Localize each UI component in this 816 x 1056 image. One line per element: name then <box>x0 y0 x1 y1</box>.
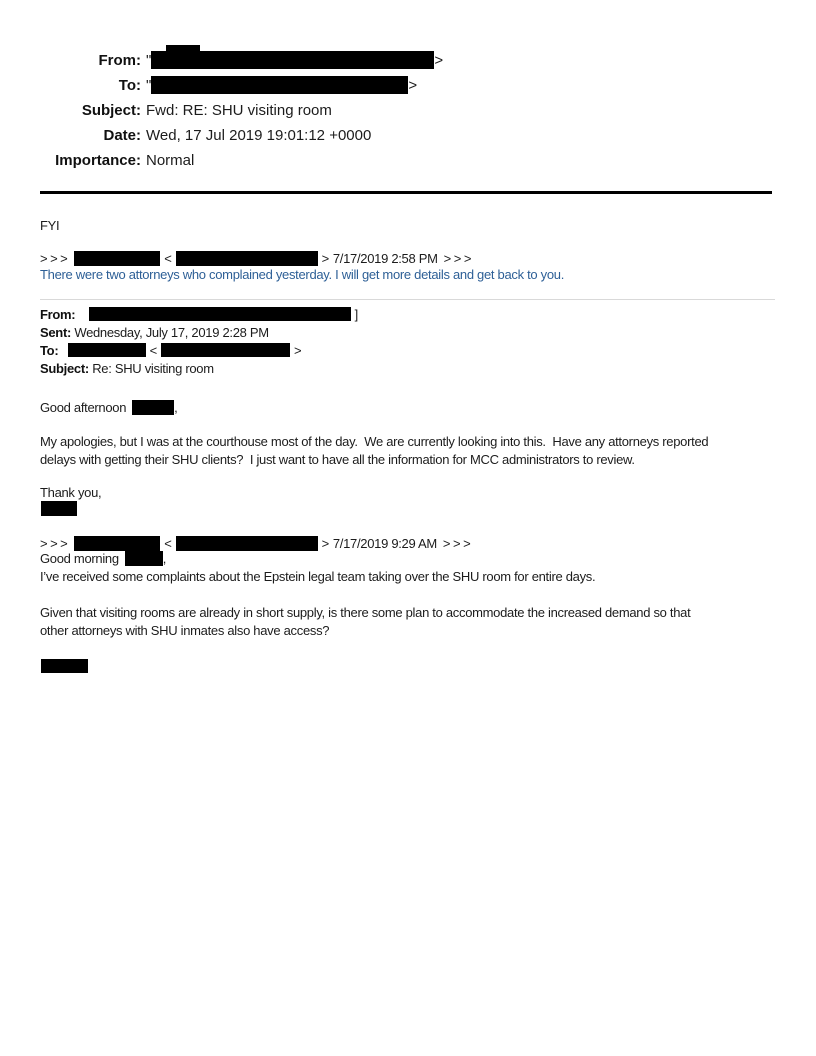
date-label: Date: <box>103 127 141 144</box>
header-row-subject <box>40 98 443 123</box>
fyi-text: FYI <box>40 218 60 233</box>
redaction-bar-notch <box>166 45 200 52</box>
angle-close: > <box>434 52 444 69</box>
sent-value: Wednesday, July 17, 2019 2:28 PM <box>74 325 269 340</box>
importance-label: Importance: <box>55 152 141 169</box>
greeting-line <box>40 399 778 417</box>
redaction-bar <box>161 343 290 357</box>
redaction-bar <box>125 551 163 566</box>
redaction-bar <box>132 400 174 415</box>
reply-text-blue: There were two attorneys who complained yesterday. I will get more details and get back to you. <box>40 267 565 282</box>
header-rule <box>40 191 772 194</box>
greeting-punct: , <box>174 400 178 415</box>
to-label: To: <box>40 343 59 358</box>
angle-close: > <box>321 251 329 266</box>
redaction-bar <box>151 51 434 69</box>
header-row-from <box>40 48 443 73</box>
angle-close: > <box>408 77 418 94</box>
quote-arrows-close: >>> <box>442 536 474 551</box>
bracket-close: ] <box>354 307 358 322</box>
angle-open: < <box>149 343 157 358</box>
redaction-bar <box>89 307 351 321</box>
paragraph-line: My apologies, but I was at the courthouse most of the day. We are currently looking into this. Have any attorneys reported <box>40 434 709 449</box>
quoted-row-subject <box>40 360 358 378</box>
redaction-bar <box>151 76 408 94</box>
quote-timestamp: 7/17/2019 2:58 PM <box>332 251 438 266</box>
paragraph-line: I’ve received some complaints about the Epstein legal team taking over the SHU room for entire days. <box>40 569 596 584</box>
quote-timestamp: 7/17/2019 9:29 AM <box>332 536 437 551</box>
angle-close: > <box>321 536 329 551</box>
redaction-bar <box>176 536 318 551</box>
header-row-date <box>40 123 443 148</box>
subject-label: Subject: <box>81 102 141 119</box>
open-quote: " <box>146 77 152 94</box>
subject-label: Subject: <box>40 361 89 376</box>
open-quote: " <box>146 52 152 69</box>
importance-value: Normal <box>146 152 195 169</box>
from-label: From: <box>98 52 141 69</box>
greeting-punct: , <box>162 551 167 566</box>
quote-arrows-close: >>> <box>443 251 474 266</box>
subject-value: Fwd: RE: SHU visiting room <box>146 102 332 119</box>
quoted-row-sent <box>40 324 358 342</box>
paragraph-line: Given that visiting rooms are already in short supply, is there some plan to accommodate the increased demand so that <box>40 605 691 620</box>
redaction-bar <box>74 536 160 551</box>
subject-value: Re: SHU visiting room <box>92 361 214 376</box>
redaction-bar-signature <box>41 501 77 516</box>
greeting-line <box>40 550 778 568</box>
greeting-text: Good afternoon <box>40 400 127 415</box>
quote-arrows-open: >>> <box>40 536 71 551</box>
greeting-text: Good morning <box>40 551 119 566</box>
date-value: Wed, 17 Jul 2019 19:01:12 +0000 <box>146 127 372 144</box>
quoted-email-divider <box>40 299 775 300</box>
from-value <box>146 48 443 73</box>
angle-close: > <box>293 343 302 358</box>
from-label: From: <box>40 307 76 322</box>
sent-label: Sent: <box>40 325 72 340</box>
to-label: To: <box>118 77 141 94</box>
to-value <box>146 73 417 98</box>
header-row-importance <box>40 148 443 173</box>
redaction-bar <box>176 251 318 266</box>
quote-arrows-open: >>> <box>40 251 71 266</box>
quoted-row-to <box>40 342 358 360</box>
email-header <box>40 48 443 173</box>
quoted-email-header <box>40 306 358 378</box>
redaction-bar <box>74 251 160 266</box>
angle-open: < <box>164 251 172 266</box>
closing-text: Thank you, <box>40 485 102 500</box>
redaction-bar <box>68 343 146 357</box>
redaction-bar-signature <box>41 659 88 673</box>
angle-open: < <box>164 536 172 551</box>
paragraph-line: other attorneys with SHU inmates also have access? <box>40 623 330 638</box>
quoted-row-from <box>40 306 358 324</box>
header-row-to <box>40 73 443 98</box>
paragraph-line: delays with getting their SHU clients? I just want to have all the information for MCC administrators to review. <box>40 452 635 467</box>
